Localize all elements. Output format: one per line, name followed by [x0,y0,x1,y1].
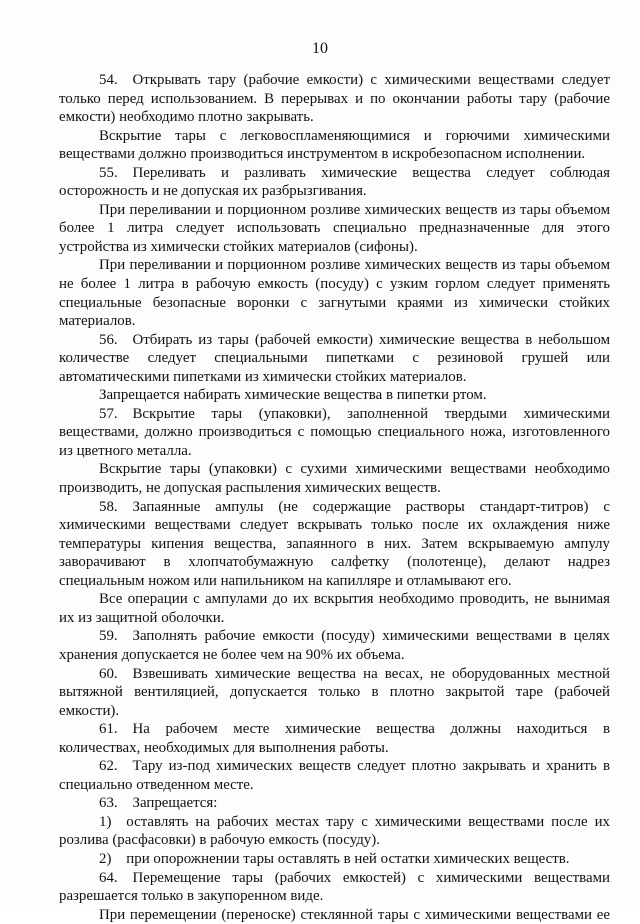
page-number: 10 [312,40,328,57]
paragraph-63-item-1: 1) оставлять на рабочих местах тару с химическими веществами после их розлива (расфасовки) в рабочую емкость (посуду). [59,813,610,849]
paragraph-58-ampoules: Все операции с ампулами до их вскрытия необходимо проводить, не вынимая их из защитной оболочки. [59,591,610,626]
paragraph-56-prohibition: Запрещается набирать химические вещества в пипетки ртом. [99,387,487,404]
paragraph-56: 56. Отбирать из тары (рабочей емкости) химические вещества в небольшом количестве следует специальными пипетками с резиновой грушей или автоматическими пипетками из химически стойких материалов. [59,331,610,385]
paragraph-63: 63. Запрещается: [99,795,218,812]
paragraph-55: 55. Переливать и разливать химические вещества следует соблюдая осторожность и не допуская их разбрызгивания. [59,164,610,200]
paragraph-62: 62. Тару из-под химических веществ следует плотно закрывать и хранить в специально отведенном месте. [59,758,610,793]
paragraph-54-opening: Вскрытие тары с легковоспламеняющимися и горючими химическими веществами должно производиться инструментом в искробезопасном исполнении. [59,127,610,163]
paragraph-54: 54. Открывать тару (рабочие емкости) с химическими веществами следует только перед использованием. В перерывах и по окончании работы тару (рабочие емкости) необходимо плотно закрывать. [59,72,610,126]
paragraph-59: 59. Заполнять рабочие емкости (посуду) химическими веществами в целях хранения допускается не более чем на 90% их объема. [59,628,610,663]
paragraph-64: 64. Перемещение тары (рабочих емкостей) с химическими веществами разрешается только в закупоренном виде. [59,869,610,905]
paragraph-55-over-1l: При переливании и порционном розливе химических веществ из тары объемом более 1 литра следует использовать специально предназначенные для этого устройства из химически стойких материалов (сифоны). [59,201,610,255]
paragraph-57-dry: Вскрытие тары (упаковки) с сухими химическими веществами необходимо производить, не допуская распыления химических веществ. [59,461,610,497]
paragraph-60: 60. Взвешивать химические вещества на весах, не оборудованных местной вытяжной вентиляцией, допускается только в плотно закрытой таре (рабочей емкости). [59,665,610,719]
paragraph-64-glass: При перемещении (переноске) стеклянной тары с химическими веществами ее [99,906,610,923]
paragraph-61: 61. На рабочем месте химические вещества должны находиться в количествах, необходимых для выполнения работы. [59,721,610,756]
paragraph-58: 58. Запаянные ампулы (не содержащие растворы стандарт-титров) с химическими веществами следует вскрывать только после их охлаждения ниже температуры кипения вещества, запаянного в них. Затем вскрываемую ампулу заворачивают в хлопчатобумажную салфетку (полотенце), делают надрез специальным ножом или напильником на капилляре и отламывают его. [59,498,610,589]
paragraph-63-item-2: 2) при опорожнении тары оставлять в ней остатки химических веществ. [99,850,570,867]
paragraph-57: 57. Вскрытие тары (упаковки), заполненной твердыми химическими веществами, должно производиться с помощью специального ножа, изготовленного из цветного металла. [59,405,610,459]
body-text [59,71,610,924]
paragraph-55-under-1l: При переливании и порционном розливе химических веществ из тары объемом не более 1 литра в рабочую емкость (посуду) с узким горлом следует применять специальные безопасные воронки с загнутыми краями из химически стойких материалов. [59,257,610,330]
